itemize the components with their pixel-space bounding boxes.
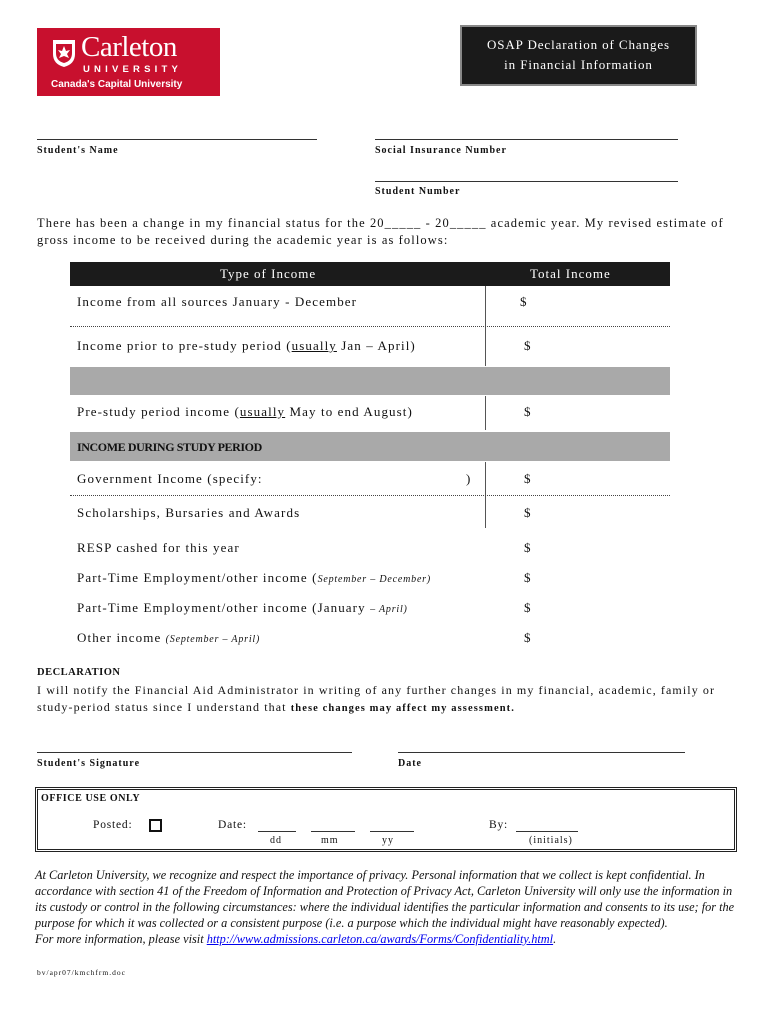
posted-checkbox[interactable] [149,819,162,832]
row-separator [70,495,670,496]
student-signature-label: Student's Signature [37,758,141,769]
income-all-sources-label: Income from all sources January - December [77,294,358,309]
document-footer: bv/apr07/kmchfrm.doc [37,968,126,977]
declaration-line2: study-period status since I understand that these changes may affect my assessment. [37,700,515,714]
sin-label: Social Insurance Number [375,145,507,156]
privacy-more-info: For more information, please visit http://www.admissions.carleton.ca/awards/Forms/Confidentiality.html. [35,932,557,946]
student-name-label: Student's Name [37,145,119,156]
form-title-line2: in Financial Information [504,57,653,72]
income-table-header [70,262,670,286]
declaration-heading: DECLARATION [37,667,121,678]
table-grey-band [70,367,670,395]
mm-line[interactable] [311,831,355,832]
by-label: By: [489,819,509,831]
initials-label: (initials) [529,835,573,846]
privacy-text: At Carleton University, we recognize and respect the importance of privacy. Personal information that we collect is kept confidential. In accordance with section 41 of the Freedom of Information and Protection of Privacy Act, Carleton University will only use the information in its custody or control in the following circumstances: where the individual identifies the particular information and consents to its use; for the purpose for which it was collected or a consistent purpose (i.e. a purpose which the individual might have reasonably expected). [35,868,735,930]
logo-tagline: Canada's Capital University [51,79,183,90]
privacy-statement [35,867,735,947]
declaration-line1: I will notify the Financial Aid Administrator in writing of any further changes in my financial, academic, family or [37,683,716,697]
scholarships-amount[interactable]: $ [524,505,531,520]
form-title-line1: OSAP Declaration of Changes [486,37,671,52]
pt-employment-jan-apr-amount[interactable]: $ [524,600,531,615]
student-name-line[interactable] [37,139,317,140]
government-income-amount[interactable]: $ [524,471,531,486]
pt-employment-jan-apr-label: Part-Time Employment/other income (January – April) [77,600,408,615]
date-line[interactable] [398,752,685,753]
pt-employment-sep-dec-label: Part-Time Employment/other income (September – December) [77,570,432,585]
dd-line[interactable] [258,831,296,832]
total-income-header: Total Income [530,266,611,281]
government-income-close: ) [466,471,472,486]
other-income-amount[interactable]: $ [524,630,531,645]
office-use-box [35,787,737,852]
resp-amount[interactable]: $ [524,540,531,555]
yy-label: yy [382,835,394,846]
resp-label: RESP cashed for this year [77,540,240,555]
row-separator [70,326,670,327]
confidentiality-link[interactable]: http://www.admissions.carleton.ca/awards/Forms/Confidentiality.html [206,932,554,946]
dd-label: dd [270,835,282,846]
initials-line[interactable] [516,831,578,832]
date-label: Date [398,758,422,769]
income-prior-prestudy-amount[interactable]: $ [524,338,531,353]
intro-paragraph [37,215,737,249]
student-number-line[interactable] [375,181,678,182]
office-use-heading: OFFICE USE ONLY [41,793,141,804]
office-date-label: Date: [218,819,247,831]
form-title-box [460,25,697,86]
carleton-logo [37,28,220,96]
intro-line1: There has been a change in my financial status for the 20_____ - 20_____ academic year. My revised estimate of [37,216,724,230]
study-period-heading: INCOME DURING STUDY PERIOD [77,440,262,454]
scholarships-label: Scholarships, Bursaries and Awards [77,505,301,520]
yy-line[interactable] [370,831,414,832]
other-income-label: Other income (September – April) [77,630,261,645]
government-income-label: Government Income (specify: [77,471,263,486]
income-prior-prestudy-label: Income prior to pre-study period (usually Jan – April) [77,338,416,353]
type-of-income-header: Type of Income [220,266,317,281]
prestudy-income-label: Pre-study period income (usually May to end August) [77,404,413,419]
column-divider [485,396,486,430]
pt-employment-sep-dec-amount[interactable]: $ [524,570,531,585]
prestudy-income-amount[interactable]: $ [524,404,531,419]
student-number-label: Student Number [375,186,461,197]
declaration-text [37,682,737,717]
sin-line[interactable] [375,139,678,140]
logo-university: UNIVERSITY [83,64,183,75]
posted-label: Posted: [93,819,133,831]
student-signature-line[interactable] [37,752,352,753]
intro-line2: gross income to be received during the academic year is as follows: [37,233,449,247]
mm-label: mm [321,835,339,846]
income-all-sources-amount[interactable]: $ [520,294,527,309]
logo-name: Carleton [81,31,177,63]
shield-icon [51,38,77,68]
